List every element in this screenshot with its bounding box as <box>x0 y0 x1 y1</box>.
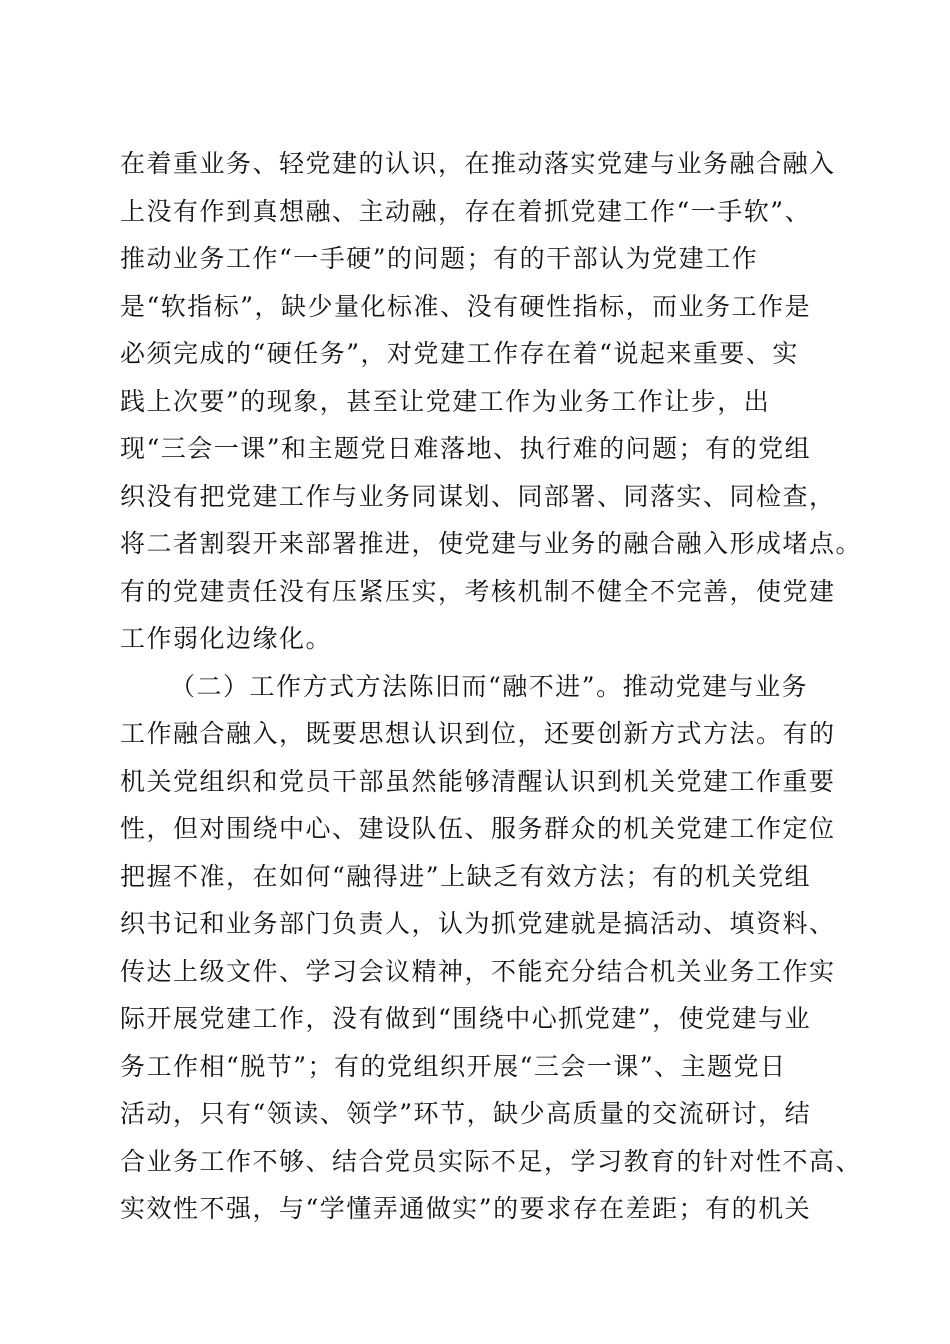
paragraph-2-line: 织书记和业务部门负责人，认为抓党建就是搞活动、填资料、 <box>120 909 836 938</box>
paragraph-1-line: 推动业务工作“一手硬”的问题；有的干部认为党建工作 <box>120 244 759 273</box>
paragraph-1-line: 将二者割裂开来部署推进，使党建与业务的融合融入形成堵点。 <box>120 529 863 558</box>
paragraph-2-line: 机关党组织和党员干部虽然能够清醒认识到机关党建工作重要 <box>120 767 836 796</box>
paragraph-2-line: 务工作相“脱节”；有的党组织开展“三会一课”、主题党日 <box>120 1052 787 1081</box>
paragraph-1-line: 有的党建责任没有压紧压实，考核机制不健全不完善，使党建 <box>120 577 836 606</box>
paragraph-2-line: 际开展党建工作，没有做到“围绕中心抓党建”，使党建与业 <box>120 1004 812 1033</box>
paragraph-1-line: 织没有把党建工作与业务同谋划、同部署、同落实、同检查， <box>120 482 836 511</box>
paragraph-2-line: 传达上级文件、学习会议精神，不能充分结合机关业务工作实 <box>120 957 836 986</box>
paragraph-1-line: 现“三会一课”和主题党日难落地、执行难的问题；有的党组 <box>120 434 812 463</box>
paragraph-2-line: 活动，只有“领读、领学”环节，缺少高质量的交流研讨，结 <box>120 1099 812 1128</box>
paragraph-2-line: 性，但对围绕中心、建设队伍、服务群众的机关党建工作定位 <box>120 814 836 843</box>
paragraph-1-line: 必须完成的“硬任务”，对党建工作存在着“说起来重要、实 <box>120 339 799 368</box>
paragraph-1-line: 在着重业务、轻党建的认识，在推动落实党建与业务融合融入 <box>120 149 836 178</box>
paragraph-1-line: 践上次要”的现象，甚至让党建工作为业务工作让步，出 <box>120 387 771 416</box>
paragraph-1-line: 工作弱化边缘化。 <box>120 624 333 653</box>
paragraph-2-line: 实效性不强，与“学懂弄通做实”的要求存在差距；有的机关 <box>120 1194 812 1223</box>
paragraph-2-line: 工作融合融入，既要思想认识到位，还要创新方式方法。有的 <box>120 719 836 748</box>
paragraph-2-line: 把握不准，在如何“融得进”上缺乏有效方法；有的机关党组 <box>120 862 812 891</box>
paragraph-2-line: 合业务工作不够、结合党员实际不足，学习教育的针对性不高、 <box>120 1147 863 1176</box>
paragraph-1-line: 上没有作到真想融、主动融，存在着抓党建工作“一手软”、 <box>120 197 812 226</box>
section-heading-line: （二）工作方式方法陈旧而“融不进”。推动党建与业务 <box>170 672 809 701</box>
paragraph-1-line: 是“软指标”，缺少量化标准、没有硬性指标，而业务工作是 <box>120 292 812 321</box>
